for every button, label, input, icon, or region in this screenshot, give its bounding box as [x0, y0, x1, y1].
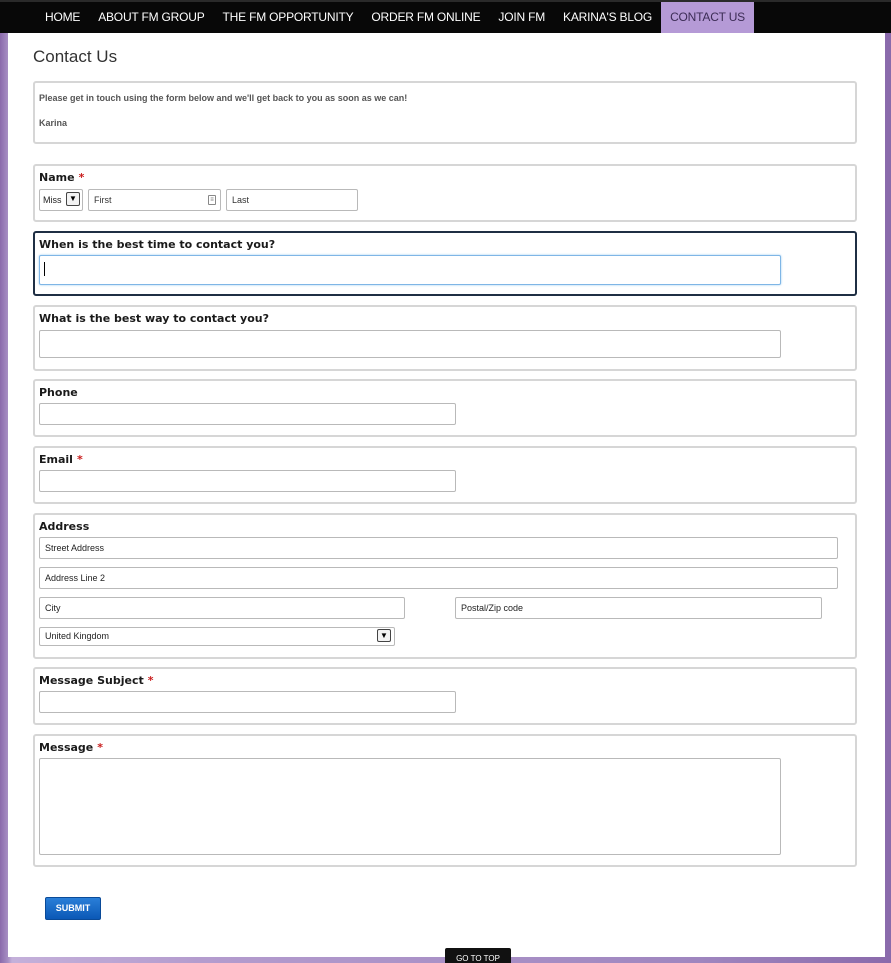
required-mark: * [97, 741, 104, 754]
phone-label: Phone [39, 386, 78, 399]
nav-item-about-fm-group[interactable]: ABOUT FM GROUP [98, 10, 205, 24]
subject-section [33, 667, 857, 725]
email-input[interactable] [39, 470, 456, 492]
required-mark: * [78, 171, 85, 184]
nav-item-fm-opportunity[interactable]: THE FM OPPORTUNITY [222, 10, 354, 24]
required-mark: * [76, 453, 83, 466]
nav-item-contact-us[interactable]: CONTACT US [661, 2, 754, 33]
best-way-section [33, 305, 857, 371]
nav-item-join-fm[interactable]: JOIN FM [498, 10, 546, 24]
intro-message: Please get in touch using the form below and we'll get back to you as soon as we can! [39, 93, 408, 103]
intro-signature: Karina [39, 118, 68, 128]
best-time-section [33, 231, 857, 296]
city-input[interactable]: City [39, 597, 405, 619]
text-caret [44, 262, 45, 276]
nav-item-karinas-blog[interactable]: KARINA'S BLOG [563, 10, 653, 24]
page-title: Contact Us [33, 47, 118, 66]
chevron-down-icon: ▼ [377, 629, 391, 642]
nav-menu [0, 2, 891, 33]
subject-label: Message Subject * [39, 674, 154, 687]
go-to-top-button[interactable]: GO TO TOP [445, 948, 511, 963]
page-content [8, 33, 885, 957]
top-navigation [0, 0, 891, 33]
contact-card-icon: ≡ [208, 195, 216, 205]
best-way-label: What is the best way to contact you? [39, 312, 270, 325]
phone-section [33, 379, 857, 437]
postal-code-input[interactable]: Postal/Zip code [455, 597, 822, 619]
intro-box [33, 81, 857, 144]
submit-button[interactable]: SUBMIT [45, 897, 101, 920]
best-time-input[interactable] [39, 255, 781, 285]
message-textarea[interactable] [39, 758, 781, 855]
best-way-input[interactable] [39, 330, 781, 358]
required-mark: * [147, 674, 154, 687]
subject-input[interactable] [39, 691, 456, 713]
street-address-input[interactable]: Street Address [39, 537, 838, 559]
nav-item-home[interactable]: HOME [45, 10, 81, 24]
last-name-input[interactable]: Last [226, 189, 358, 211]
name-section [33, 164, 857, 222]
message-section [33, 734, 857, 867]
best-time-label: When is the best time to contact you? [39, 238, 276, 251]
address-label: Address [39, 520, 90, 533]
email-section [33, 446, 857, 504]
address-line2-input[interactable]: Address Line 2 [39, 567, 838, 589]
country-select[interactable]: United Kingdom ▼ [39, 627, 395, 646]
chevron-down-icon: ▼ [66, 192, 80, 206]
title-select[interactable]: Miss ▼ [39, 189, 83, 211]
name-label: Name * [39, 171, 85, 184]
first-name-input[interactable]: First ≡ [88, 189, 221, 211]
phone-input[interactable] [39, 403, 456, 425]
address-section [33, 513, 857, 659]
nav-item-order-fm-online[interactable]: ORDER FM ONLINE [371, 10, 481, 24]
email-label: Email * [39, 453, 83, 466]
message-label: Message * [39, 741, 104, 754]
